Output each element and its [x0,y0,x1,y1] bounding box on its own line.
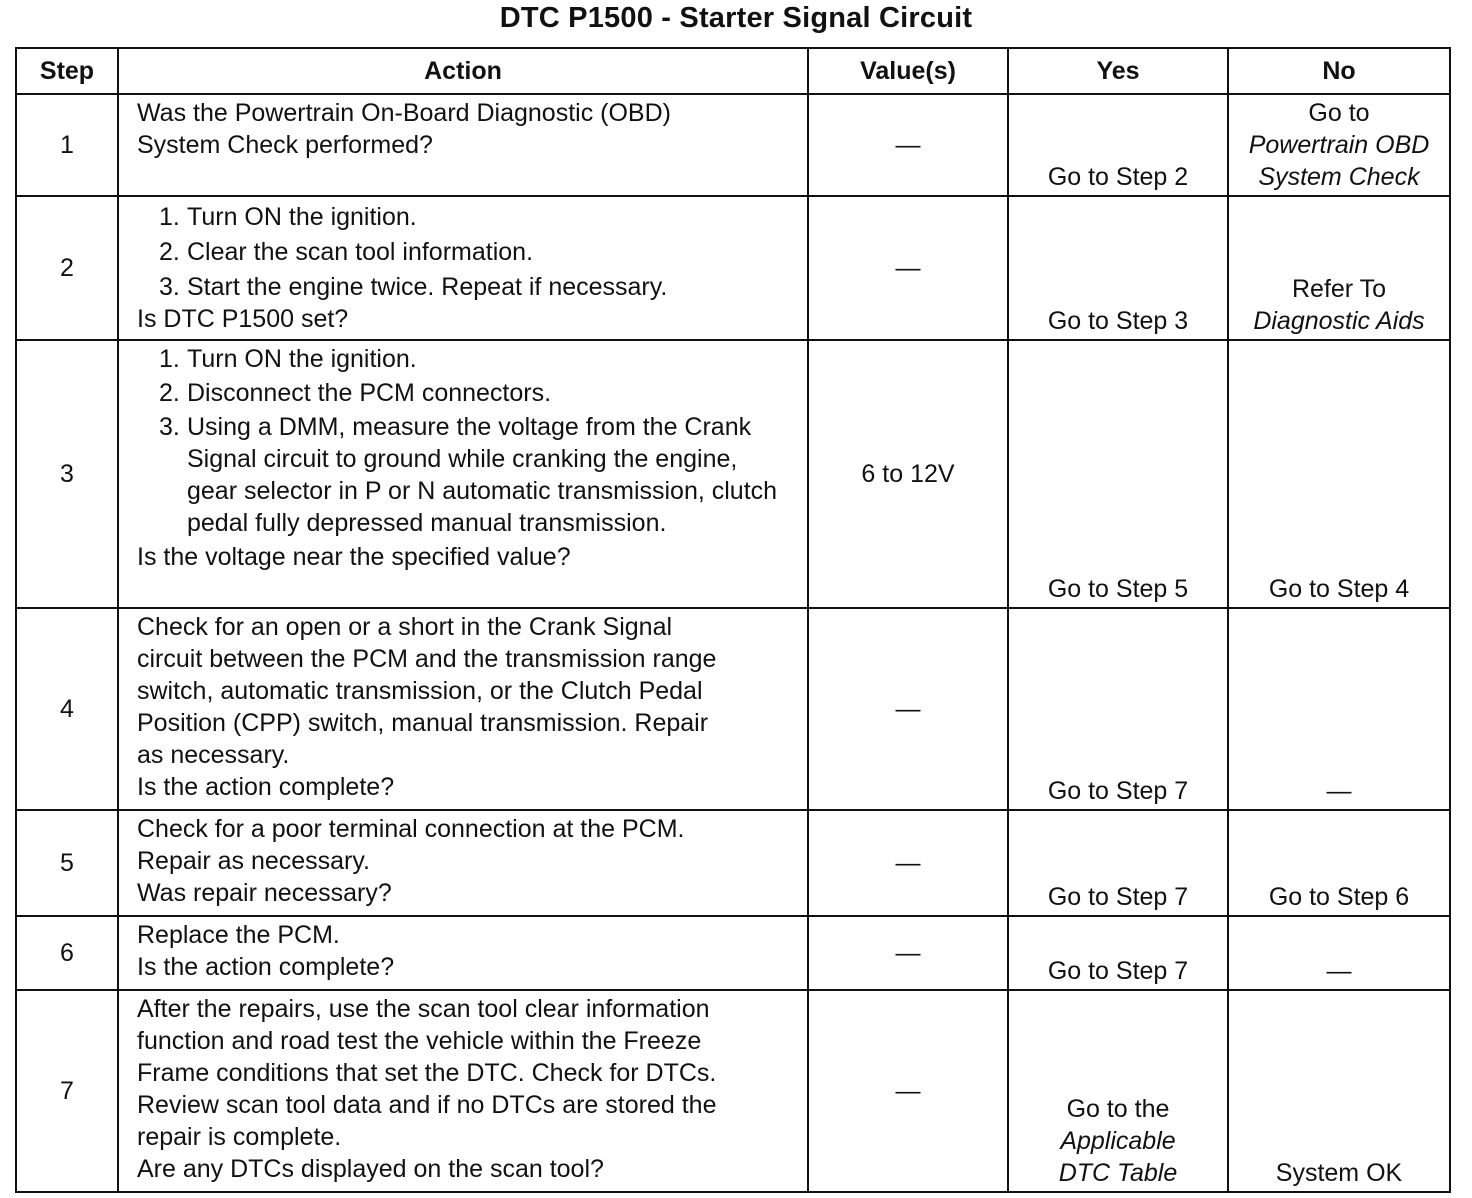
diagnostic-table [15,47,1451,1193]
value-cell: — [808,810,1008,916]
action-cell [118,196,808,340]
action-question: Was repair necessary? [137,879,392,907]
value-cell: — [808,196,1008,340]
step-number: 5 [16,810,118,916]
action-steps [137,343,801,539]
table-row [16,94,1450,196]
table-row [16,916,1450,990]
action-step: 1. Turn ON the ignition. [159,203,417,231]
table-row [16,810,1450,916]
step-number: 6 [16,916,118,990]
action-line: Replace the PCM. [137,921,340,949]
yes-cell: Go to Step 3 [1008,196,1228,340]
table-row [16,196,1450,340]
no-line: Refer To [1291,275,1387,303]
no-cell: Go to Step 6 [1228,810,1450,916]
header-values: Value(s) [808,48,1008,94]
action-step: 3. Start the engine twice. Repeat if necessary. [159,273,668,301]
yes-link-line: Applicable [1060,1127,1176,1155]
action-line: Position (CPP) switch, manual transmission. Repair [137,709,709,737]
no-cell [1228,94,1450,196]
action-step: 1. Turn ON the ignition. [159,345,417,373]
action-question: Are any DTCs displayed on the scan tool? [137,1155,604,1183]
action-cell [118,94,808,196]
no-cell [1228,196,1450,340]
step-number: 2 [16,196,118,340]
action-question: Is the action complete? [137,773,395,801]
value-cell: — [808,916,1008,990]
action-question: Is DTC P1500 set? [137,305,349,333]
action-line: Review scan tool data and if no DTCs are stored the [137,1091,717,1119]
table-row [16,990,1450,1192]
header-action: Action [118,48,808,94]
action-cell [118,608,808,810]
action-cell [118,916,808,990]
action-step: 2. Disconnect the PCM connectors. [159,379,552,407]
action-line: Check for a poor terminal connection at the PCM. [137,815,685,843]
step-number: 7 [16,990,118,1192]
yes-cell [1008,990,1228,1192]
step-number: 3 [16,340,118,608]
action-question: Is the voltage near the specified value? [137,543,571,571]
value-cell: — [808,990,1008,1192]
action-line: Was the Powertrain On-Board Diagnostic (OBD) [137,99,671,127]
no-link-line: System Check [1258,163,1420,191]
no-cell: — [1228,916,1450,990]
no-cell: System OK [1228,990,1450,1192]
no-line: Go to [1308,99,1370,127]
header-yes: Yes [1008,48,1228,94]
action-question: Is the action complete? [137,953,395,981]
page-title: DTC P1500 - Starter Signal Circuit [499,2,973,34]
step-number: 4 [16,608,118,810]
value-cell: — [808,94,1008,196]
table-row [16,608,1450,810]
yes-cell: Go to Step 7 [1008,916,1228,990]
yes-line: Go to the [1066,1095,1170,1123]
table-row [16,340,1450,608]
action-line: repair is complete. [137,1123,342,1151]
action-cell [118,810,808,916]
step-number: 1 [16,94,118,196]
yes-link-line: DTC Table [1058,1159,1178,1187]
action-line: function and road test the vehicle within the Freeze [137,1027,702,1055]
action-cell [118,990,808,1192]
action-cell [118,340,808,608]
action-line: switch, automatic transmission, or the Clutch Pedal [137,677,703,705]
action-line: Repair as necessary. [137,847,370,875]
no-cell: — [1228,608,1450,810]
value-cell: 6 to 12V [808,340,1008,608]
action-line: Frame conditions that set the DTC. Check for DTCs. [137,1059,717,1087]
action-line: Check for an open or a short in the Crank Signal [137,613,673,641]
no-link-line: Powertrain OBD [1248,131,1430,159]
action-step: 3. Using a DMM, measure the voltage from the Crank Signal circuit to ground while cranking the engine, gear selector in P or N automatic transmission, clutch pedal fully depressed manual transmission. [159,413,778,537]
action-line: circuit between the PCM and the transmission range [137,645,717,673]
yes-cell: Go to Step 2 [1008,94,1228,196]
yes-cell: Go to Step 7 [1008,608,1228,810]
yes-cell: Go to Step 5 [1008,340,1228,608]
header-step: Step [16,48,118,94]
value-cell: — [808,608,1008,810]
no-cell: Go to Step 4 [1228,340,1450,608]
action-steps [137,201,801,303]
header-no: No [1228,48,1450,94]
action-line: After the repairs, use the scan tool clear information [137,995,710,1023]
action-line: System Check performed? [137,131,433,159]
action-step: 2. Clear the scan tool information. [159,238,534,266]
yes-cell: Go to Step 7 [1008,810,1228,916]
action-line: as necessary. [137,741,290,769]
no-link-line: Diagnostic Aids [1253,307,1425,335]
table-header-row [16,48,1450,94]
